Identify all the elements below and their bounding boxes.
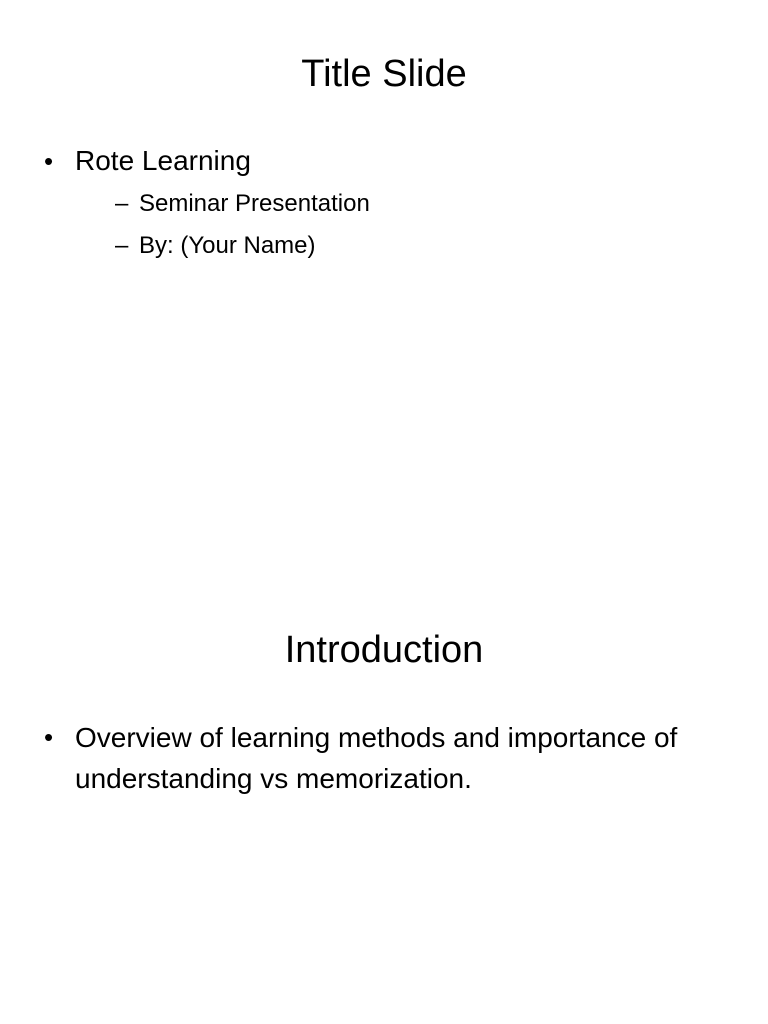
sub-bullet-text: Seminar Presentation: [139, 190, 370, 217]
bullet-list: [44, 717, 734, 799]
dash-icon: –: [115, 190, 129, 217]
slide-introduction: [0, 576, 768, 1024]
bullet-item: [44, 717, 734, 799]
sub-bullet-item: [75, 225, 734, 267]
bullet-text: Rote Learning: [75, 145, 251, 176]
bullet-dot-icon: •: [44, 722, 54, 752]
bullet-list: [44, 141, 734, 267]
slide-title: Title Slide: [301, 53, 467, 95]
sub-bullet-list: [75, 183, 734, 267]
sub-bullet-text: By: (Your Name): [139, 232, 316, 259]
bullet-item: [44, 141, 734, 267]
dash-icon: –: [115, 232, 129, 259]
slide-title: Introduction: [284, 629, 484, 671]
bullet-dot-icon: •: [44, 146, 54, 176]
bullet-text: Overview of learning methods and importance of understanding vs memorization.: [75, 722, 678, 794]
sub-bullet-item: [75, 183, 734, 225]
